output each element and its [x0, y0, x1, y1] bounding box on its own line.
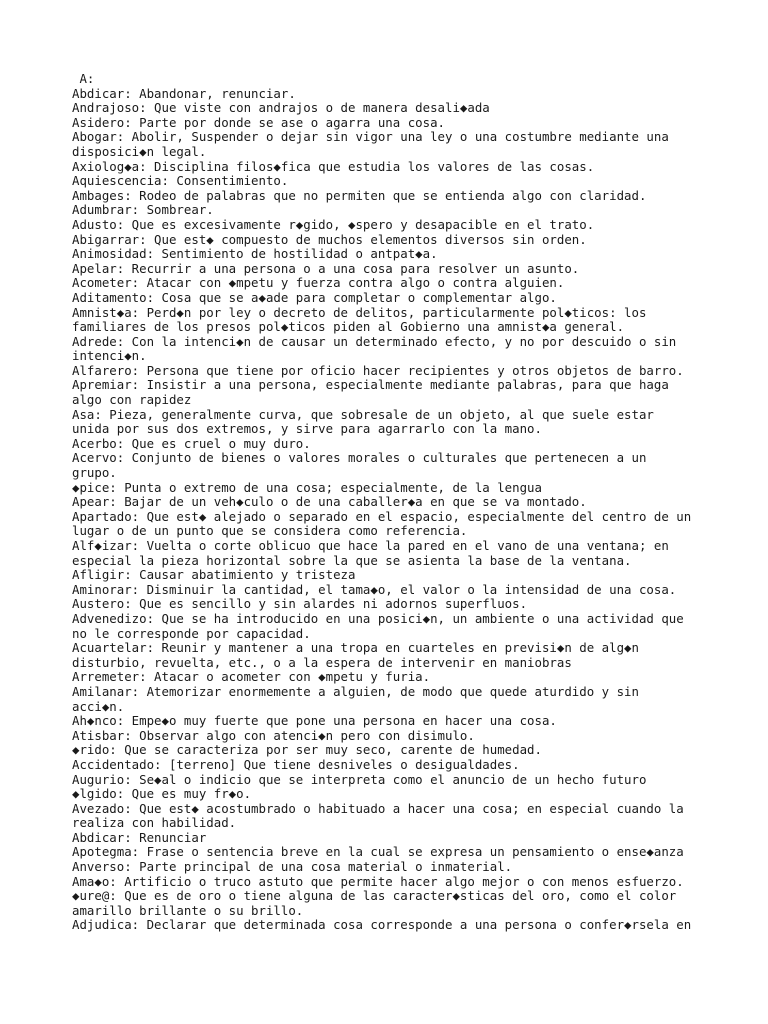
glossary-line: Accidentado: [terreno] Que tiene desniveles o desigualdades.: [72, 756, 520, 772]
glossary-line: Apotegma: Frase o sentencia breve en la cual se expresa un pensamiento o ense◆anza: [72, 844, 684, 860]
glossary-line: familiares de los presos pol◆ticos piden al Gobierno una amnist◆a general.: [72, 319, 625, 335]
glossary-line: disposici◆n legal.: [72, 143, 207, 159]
glossary-line: unida por sus dos extremos, y sirve para agarrarlo con la mano.: [72, 421, 542, 437]
glossary-line: Acuartelar: Reunir y mantener a una tropa en cuarteles en previsi◆n de alg◆n: [72, 640, 639, 656]
glossary-line: ◆rido: Que se caracteriza por ser muy seco, carente de humedad.: [72, 742, 542, 758]
glossary-line: Arremeter: Atacar o acometer con ◆mpetu y furia.: [72, 669, 431, 685]
glossary-line: Advenedizo: Que se ha introducido en una posici◆n, un ambiente o una actividad que: [72, 610, 684, 626]
glossary-line: Abdicar: Abandonar, renunciar.: [72, 85, 296, 101]
glossary-line: Apartado: Que est◆ alejado o separado en el espacio, especialmente del centro de un: [72, 508, 692, 524]
glossary-line: Ama◆o: Artificio o truco astuto que permite hacer algo mejor o con menos esfuerzo.: [72, 873, 684, 889]
glossary-line: Abogar: Abolir, Suspender o dejar sin vigor una ley o una costumbre mediante una: [72, 129, 669, 145]
glossary-line: ◆lgido: Que es muy fr◆o.: [72, 786, 252, 802]
glossary-line: Adumbrar: Sombrear.: [72, 202, 214, 218]
glossary-line: disturbio, revuelta, etc., o a la espera de intervenir en maniobras: [72, 654, 572, 670]
glossary-line: Alfarero: Persona que tiene por oficio hacer recipientes y otros objetos de barro.: [72, 362, 684, 378]
glossary-line: lugar o de un punto que se considera como referencia.: [72, 523, 468, 539]
glossary-line: Andrajoso: Que viste con andrajos o de manera desali◆ada: [72, 100, 490, 116]
glossary-line: Adrede: Con la intenci◆n de causar un determinado efecto, y no por descuido o sin: [72, 333, 677, 349]
glossary-line: Aquiescencia: Consentimiento.: [72, 173, 289, 189]
glossary-line: Afligir: Causar abatimiento y tristeza: [72, 567, 356, 583]
glossary-line: Atisbar: Observar algo con atenci◆n pero con disimulo.: [72, 727, 475, 743]
glossary-line: Aminorar: Disminuir la cantidad, el tama◆o, el valor o la intensidad de una cosa.: [72, 581, 677, 597]
glossary-line: Amilanar: Atemorizar enormemente a alguien, de modo que quede aturdido y sin: [72, 683, 639, 699]
glossary-line: Animosidad: Sentimiento de hostilidad o antpat◆a.: [72, 246, 438, 262]
document-body: [72, 72, 762, 933]
glossary-line: Amnist◆a: Perd◆n por ley o decreto de delitos, particularmente pol◆ticos: los: [72, 304, 647, 320]
glossary-line: Anverso: Parte principal de una cosa material o inmaterial.: [72, 859, 513, 875]
glossary-line: Adjudica: Declarar que determinada cosa corresponde a una persona o confer◆rsela en: [72, 917, 692, 933]
glossary-line: Asa: Pieza, generalmente curva, que sobresale de un objeto, al que suele estar: [72, 406, 654, 422]
glossary-line: Abigarrar: Que est◆ compuesto de muchos elementos diversos sin orden.: [72, 231, 587, 247]
glossary-line: Apear: Bajar de un veh◆culo o de una caballer◆a en que se va montado.: [72, 494, 587, 510]
glossary-line: Adusto: Que es excesivamente r◆gido, ◆spero y desapacible en el trato.: [72, 216, 595, 232]
glossary-line: grupo.: [72, 465, 117, 481]
glossary-line: no le corresponde por capacidad.: [72, 625, 311, 641]
glossary-line: algo con rapidez: [72, 392, 192, 408]
glossary-line: Abdicar: Renunciar: [72, 829, 207, 845]
section-heading: A:: [72, 71, 95, 86]
glossary-line: realiza con habilidad.: [72, 815, 237, 831]
glossary-line: Acerbo: Que es cruel o muy duro.: [72, 435, 311, 451]
glossary-line: Apremiar: Insistir a una persona, especialmente mediante palabras, para que haga: [72, 377, 669, 393]
glossary-line: Ambages: Rodeo de palabras que no permiten que se entienda algo con claridad.: [72, 187, 647, 203]
glossary-line: Ah◆nco: Empe◆o muy fuerte que pone una persona en hacer una cosa.: [72, 713, 557, 729]
glossary-line: Asidero: Parte por donde se ase o agarra una cosa.: [72, 114, 445, 130]
glossary-line: Augurio: Se◆al o indicio que se interpreta como el anuncio de un hecho futuro: [72, 771, 647, 787]
glossary-line: ◆ure@: Que es de oro o tiene alguna de las caracter◆sticas del oro, como el color: [72, 888, 677, 904]
glossary-line: ◆pice: Punta o extremo de una cosa; especialmente, de la lengua: [72, 479, 542, 495]
glossary-line: Acometer: Atacar con ◆mpetu y fuerza contra algo o contra alguien.: [72, 275, 565, 291]
glossary-line: Apelar: Recurrir a una persona o a una cosa para resolver un asunto.: [72, 260, 580, 276]
glossary-line: Alf◆izar: Vuelta o corte oblicuo que hace la pared en el vano de una ventana; en: [72, 538, 669, 553]
glossary-line: Acervo: Conjunto de bienes o valores morales o culturales que pertenecen a un: [72, 450, 647, 466]
glossary-line: Axiolog◆a: Disciplina filos◆fica que estudia los valores de las cosas.: [72, 158, 595, 174]
glossary-line: Austero: Que es sencillo y sin alardes ni adornos superfluos.: [72, 596, 528, 612]
glossary-line: amarillo brillante o su brillo.: [72, 902, 304, 918]
glossary-line: especial la pieza horizontal sobre la que se asienta la base de la ventana.: [72, 552, 632, 568]
glossary-line: Aditamento: Cosa que se a◆ade para completar o complementar algo.: [72, 289, 557, 305]
glossary-line: intenci◆n.: [72, 348, 147, 364]
glossary-line: Avezado: Que est◆ acostumbrado o habituado a hacer una cosa; en especial cuando la: [72, 800, 684, 816]
glossary-line: acci◆n.: [72, 698, 125, 714]
